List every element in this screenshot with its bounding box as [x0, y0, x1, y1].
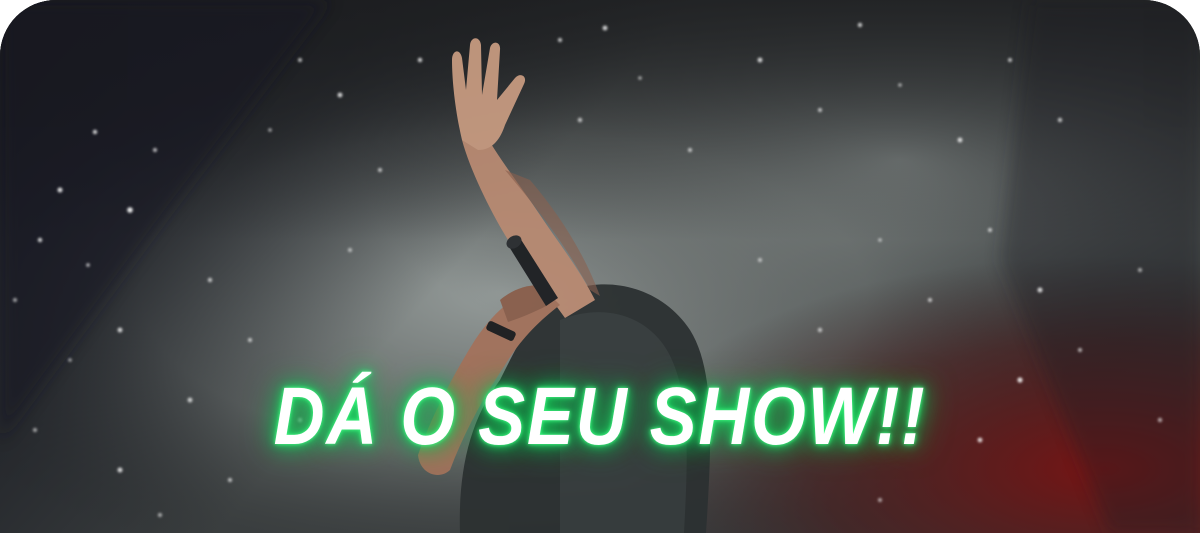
headline-text: DÁ O SEU SHOW!! [273, 371, 927, 462]
